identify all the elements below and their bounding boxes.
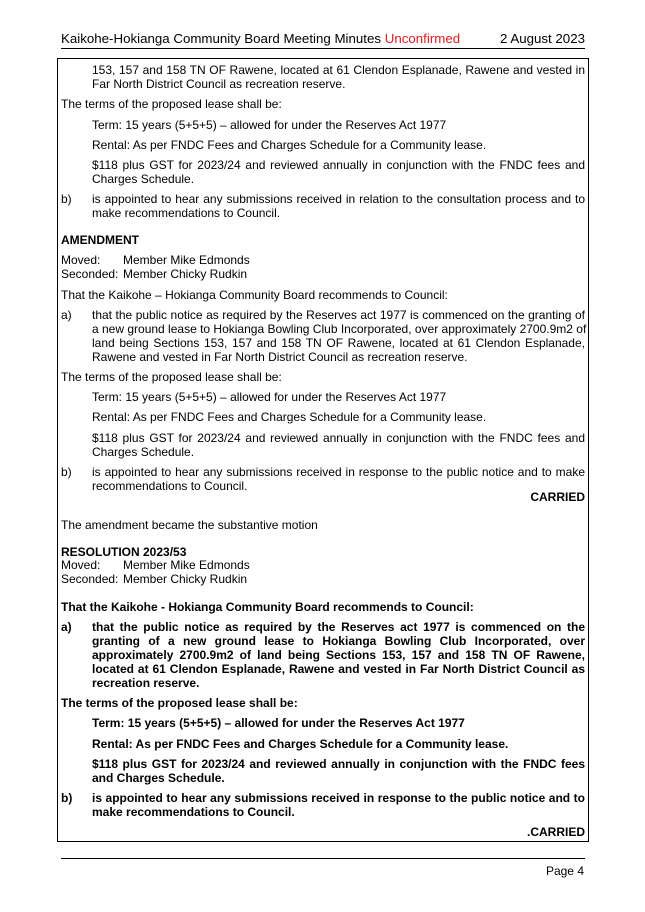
resolution-moved-value: Member Mike Edmonds [123,558,250,572]
amendment-terms-heading: The terms of the proposed lease shall be: [61,370,282,384]
intro-term: Term: 15 years (5+5+5) – allowed for under the Reserves Act 1977 [92,118,447,132]
resolution-b-line-1: is appointed to hear any submissions received in response to the public notice and to [92,791,585,805]
resolution-fee-line-1: $118 plus GST for 2023/24 and reviewed annually in conjunction with the FNDC fees [92,757,585,771]
amendment-term: Term: 15 years (5+5+5) – allowed for under the Reserves Act 1977 [92,390,447,404]
intro-fee-line-2: Charges Schedule. [92,172,195,186]
resolution-a-line-2: granting of a new ground lease to Hokianga Bowling Club Incorporated, over [92,634,585,648]
amendment-rental: Rental: As per FNDC Fees and Charges Schedule for a Community lease. [92,410,487,424]
amendment-heading: AMENDMENT [61,233,139,247]
amendment-b-label: b) [61,465,72,479]
resolution-b-line-2: make recommendations to Council. [92,805,295,819]
resolution-a-line-3: approximately 2700.9m2 of land being Sections 153, 157 and 158 TN OF Rawene, [92,648,585,662]
resolution-seconded-value: Member Chicky Rudkin [123,572,248,586]
resolution-carried: .CARRIED [526,825,585,839]
amendment-fee-line-1: $118 plus GST for 2023/24 and reviewed annually in conjunction with the FNDC fees and [92,431,585,445]
footer-divider [61,858,585,859]
unconfirmed-label: Unconfirmed [384,31,461,46]
header-title-group [61,32,460,46]
amendment-a-line-4: Rawene and vested in Far North District Council as recreation reserve. [92,350,468,364]
resolution-term: Term: 15 years (5+5+5) – allowed for under the Reserves Act 1977 [92,716,465,730]
amendment-moved-value: Member Mike Edmonds [123,253,250,267]
resolution-a-label: a) [61,620,72,634]
page-header [61,32,585,49]
page-number: Page 4 [545,864,584,878]
header-title: Kaikohe-Hokianga Community Board Meeting Minutes [61,31,382,46]
intro-terms-heading: The terms of the proposed lease shall be: [61,97,282,111]
amendment-a-label: a) [61,308,72,322]
resolution-fee-line-2: and Charges Schedule. [92,771,225,785]
amendment-seconded-label: Seconded: [61,267,119,281]
amendment-fee-line-2: Charges Schedule. [92,445,195,459]
amendment-seconded-value: Member Chicky Rudkin [123,267,248,281]
resolution-rental: Rental: As per FNDC Fees and Charges Schedule for a Community lease. [92,737,509,751]
intro-line-1: 153, 157 and 158 TN OF Rawene, located at 61 Clendon Esplanade, Rawene and vested in [92,63,585,77]
resolution-a-line-4: located at 61 Clendon Esplanade, Rawene and vested in Far North District Council as [92,662,585,676]
resolution-b-label: b) [61,791,73,805]
resolution-heading: RESOLUTION 2023/53 [61,545,187,559]
amendment-carried: CARRIED [530,490,585,504]
amendment-a-line-1: that the public notice as required by the Reserves act 1977 is commenced on the granting of [92,308,585,322]
amendment-b-line-1: is appointed to hear any submissions received in response to the public notice and to make [92,465,585,479]
intro-line-2: Far North District Council as recreation reserve. [92,77,346,91]
intro-fee-line-1: $118 plus GST for 2023/24 and reviewed annually in conjunction with the FNDC fees and [92,158,585,172]
amendment-a-line-3: land being Sections 153, 157 and 158 TN OF Rawene, located at 61 Clendon Esplanade, [92,336,585,350]
resolution-moved-label: Moved: [61,558,101,572]
resolution-terms-heading: The terms of the proposed lease shall be: [61,696,298,710]
resolution-a-line-5: recreation reserve. [92,676,200,690]
intro-b-line-2: make recommendations to Council. [92,206,281,220]
intro-b-line-1: is appointed to hear any submissions received in relation to the consultation process and to [92,192,585,206]
intro-b-label: b) [61,192,72,206]
substantive-note: The amendment became the substantive motion [61,518,318,532]
amendment-moved-label: Moved: [61,253,101,267]
header-date: 2 August 2023 [499,31,585,46]
resolution-a-line-1: that the public notice as required by the Reserves act 1977 is commenced on the [92,620,585,634]
amendment-b-line-2: recommendations to Council. [92,479,248,493]
resolution-seconded-label: Seconded: [61,572,119,586]
amendment-recommends: That the Kaikohe – Hokianga Community Board recommends to Council: [61,288,448,302]
amendment-a-line-2: a new ground lease to Hokianga Bowling Club Incorporated, over approximately 2700.9m2 of [92,322,587,336]
resolution-recommends: That the Kaikohe - Hokianga Community Board recommends to Council: [61,600,474,614]
intro-rental: Rental: As per FNDC Fees and Charges Schedule for a Community lease. [92,138,487,152]
